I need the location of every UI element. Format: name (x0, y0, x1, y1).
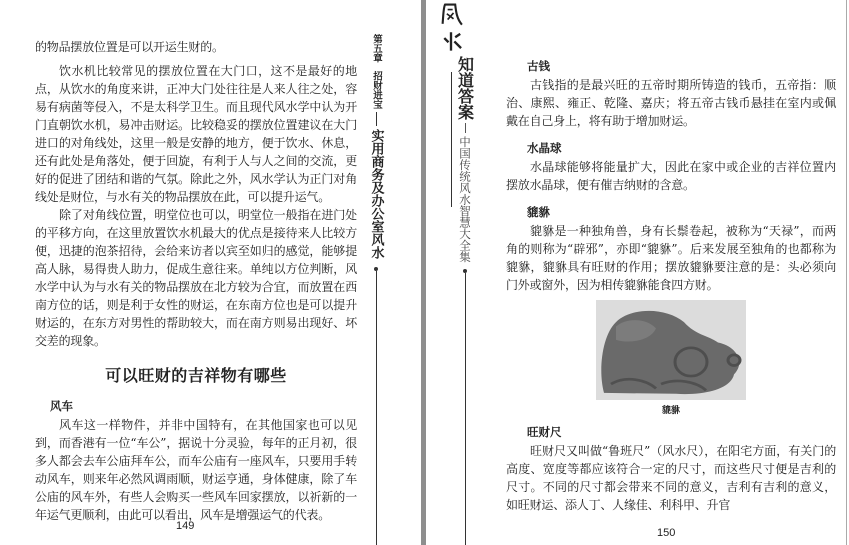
chapter-title: 招财进宝 (371, 70, 382, 109)
section-heading: 水晶球 (527, 141, 562, 155)
rule-line (451, 72, 452, 207)
figure-caption: 貔貅 (661, 406, 680, 416)
book-subtitle: 中国传统风水智慧大全集 (458, 136, 472, 263)
paragraph: 貔貅是一种独角兽，身有长鬃卷起，被称为“天禄”，而两角的则称为“辟邪”，亦即“貔貅”。后来发展至独角的也都称为貔貅，貔貅具有旺财的作用；摆放貔貅要注意的是：头必须向门外或窗外，因为相传貔貅能食四方财。 (506, 224, 836, 292)
chapter-label: 第五章 (371, 34, 382, 63)
paragraph: 古钱指的是最兴旺的五帝时期所铸造的钱币，五帝指：顺治、康熙、雍正、乾隆、嘉庆；将五帝古钱币悬挂在室内或佩戴在自己身上，将有助于增加财运。 (506, 78, 836, 128)
paragraph: 除了对角线位置，明堂位也可以，明堂位一般指在进门处的平移方向，在这里放置饮水机最大的优点是接待来人比较方便，迅捷的泡茶招待，会给来访者以宾至如归的感觉，能够提高人脉，易得贵人助力，促成生意往来。单纯以方位判断，风水学中认为与水有关的物品摆放在北方较为合宜，而放置在西南方位的话，则是利于女性的财运，在东南方位也是可以提升财运的，在东方对男性的帮助较大，而在南方则易出现好、坏交差的现象。 (35, 208, 357, 348)
page-number: 149 (176, 520, 195, 532)
rule-line (465, 273, 466, 545)
rule-line (465, 123, 466, 133)
running-subtitle: 实用商务及办公室风水 (368, 128, 384, 259)
rule-line (376, 112, 377, 126)
paragraph: 风车这一样物件，并非中国特有，在其他国家也可以见到，而香港有一位“车公”，据说十分灵验，每年的正月初，很多人都会去车公庙拜车公，而车公庙有一座风车，只要用手转动风车，则来年必然风调雨顺，财运亨通，身体健康，除了车公庙的风车外，有些人会购买一些风车回家摆放，以祈新的一年运气更顺利，由此可以看出，风车是增强运气的代表。 (35, 418, 357, 522)
left-running-head (366, 34, 386, 545)
fengshui-calligraphy-logo (434, 2, 468, 54)
paragraph: 旺财尺又叫做“鲁班尺”（风水尺），在阳宅方面，有关门的高度、宽度等都应该符合一定的尺寸，而这些尺寸便是吉利的尺寸。不同的尺寸都会带来不同的意义，吉利有吉利的意义，如旺财运、添人丁、人缘佳、利科甲、升官 (506, 444, 836, 512)
rule-line (376, 271, 377, 545)
book-title: 知道答案 (455, 56, 475, 120)
paragraph: 的物品摆放位置是可以开运生财的。 (35, 40, 224, 54)
subsection-heading: 风车 (50, 399, 73, 413)
paragraph: 饮水机比较常见的摆放位置在大门口，这不是最好的地点，从饮水的角度来讲，正冲大门处往往是人来人往之处，容易有病菌等侵入，不是太科学卫生。而且现代风水学中认为开门直朝饮水机，易冲击财运。比较稳妥的摆放位置建议在大门进口的对角线处，这里一般是安静的地方，便于饮水、休息，还有此处是角落处，便于回旋，有利于人与人之间的交流，更好的促进了团结和谐的气氛。除此之外，风水学认为正门对角线处是财位，与水有关的物品摆放在此，可以提升运气。 (35, 64, 357, 204)
left-text-column (35, 38, 357, 524)
right-text-column (506, 58, 836, 514)
page-edge (846, 0, 847, 545)
section-heading: 貔貅 (527, 205, 550, 219)
section-heading: 旺财尺 (527, 425, 562, 439)
right-running-head (454, 56, 476, 545)
paragraph: 水晶球能够将能量扩大，因此在家中或企业的吉祥位置内摆放水晶球，便有催吉纳财的含意。 (506, 160, 836, 192)
section-heading: 古钱 (527, 59, 550, 73)
page-number: 150 (657, 527, 676, 539)
section-title: 可以旺财的吉祥物有哪些 (105, 366, 287, 385)
pixiu-statue-photo (596, 300, 746, 400)
left-page (0, 0, 421, 545)
